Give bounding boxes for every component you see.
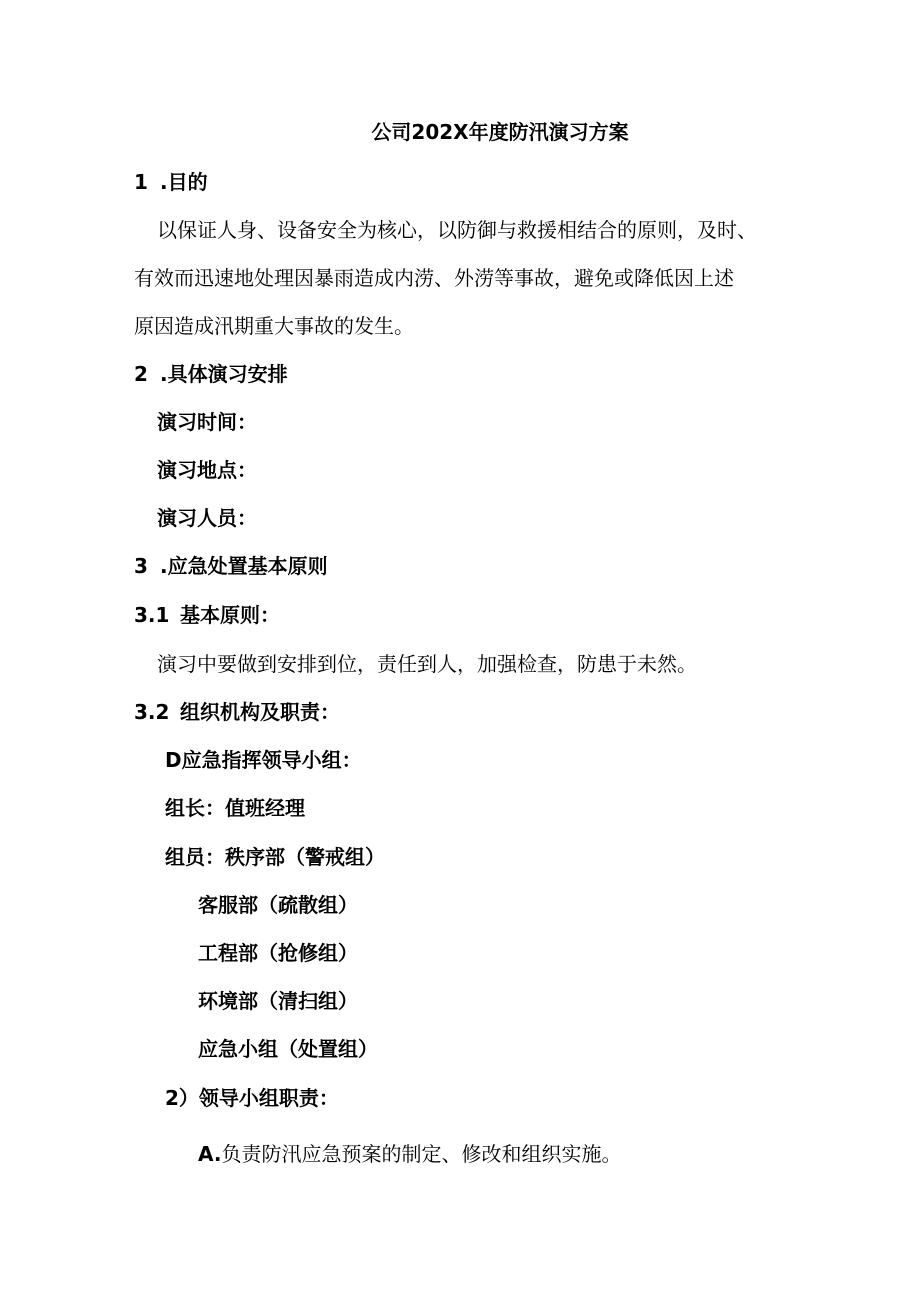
section-number: 2	[134, 362, 148, 386]
section-3-1-heading	[134, 601, 280, 629]
paragraph-line: 原因造成汛期重大事故的发生。	[134, 314, 414, 338]
member-item: 工程部（抢修组）	[198, 941, 358, 965]
group-members: 组员：秩序部（警戒组）	[165, 845, 385, 869]
duty-item-text: 负责防汛应急预案的制定、修改和组织实施。	[221, 1142, 622, 1166]
section-number: 3	[134, 554, 148, 578]
drill-personnel-label: 演习人员：	[157, 506, 257, 530]
command-group-title: D应急指挥领导小组：	[165, 748, 362, 772]
member-item: 环境部（清扫组）	[198, 989, 358, 1013]
section-1-heading	[134, 168, 208, 196]
paragraph-line: 演习中要做到安排到位，责任到人，加强检查，防患于未然。	[157, 652, 697, 676]
section-3-2-heading	[134, 698, 340, 726]
section-title: 组织机构及职责：	[180, 700, 340, 724]
section-2-heading	[134, 360, 288, 388]
section-number: 1	[134, 170, 148, 194]
section-title: .目的	[160, 170, 208, 194]
member-item: 应急小组（处置组）	[198, 1037, 378, 1061]
group-leader: 组长：值班经理	[165, 796, 305, 820]
document-title: 公司202X年度防汛演习方案	[371, 120, 629, 144]
section-number: 3.2	[134, 700, 170, 724]
member-item: 客服部（疏散组）	[198, 893, 358, 917]
section-title: .具体演习安排	[160, 362, 288, 386]
section-number: 3.1	[134, 603, 170, 627]
paragraph-line: 以保证人身、设备安全为核心，以防御与救援相结合的原则，及时、	[157, 218, 757, 242]
drill-time-label: 演习时间：	[157, 410, 257, 434]
drill-location-label: 演习地点：	[157, 458, 257, 482]
paragraph-line: 有效而迅速地处理因暴雨造成内涝、外涝等事故，避免或降低因上述	[134, 266, 734, 290]
duties-title: 2）领导小组职责：	[165, 1086, 339, 1110]
duty-item-prefix: A.	[198, 1142, 222, 1166]
section-title: .应急处置基本原则	[160, 554, 328, 578]
section-3-heading	[134, 552, 328, 580]
section-title: 基本原则：	[180, 603, 280, 627]
duty-item-a	[198, 1140, 621, 1168]
